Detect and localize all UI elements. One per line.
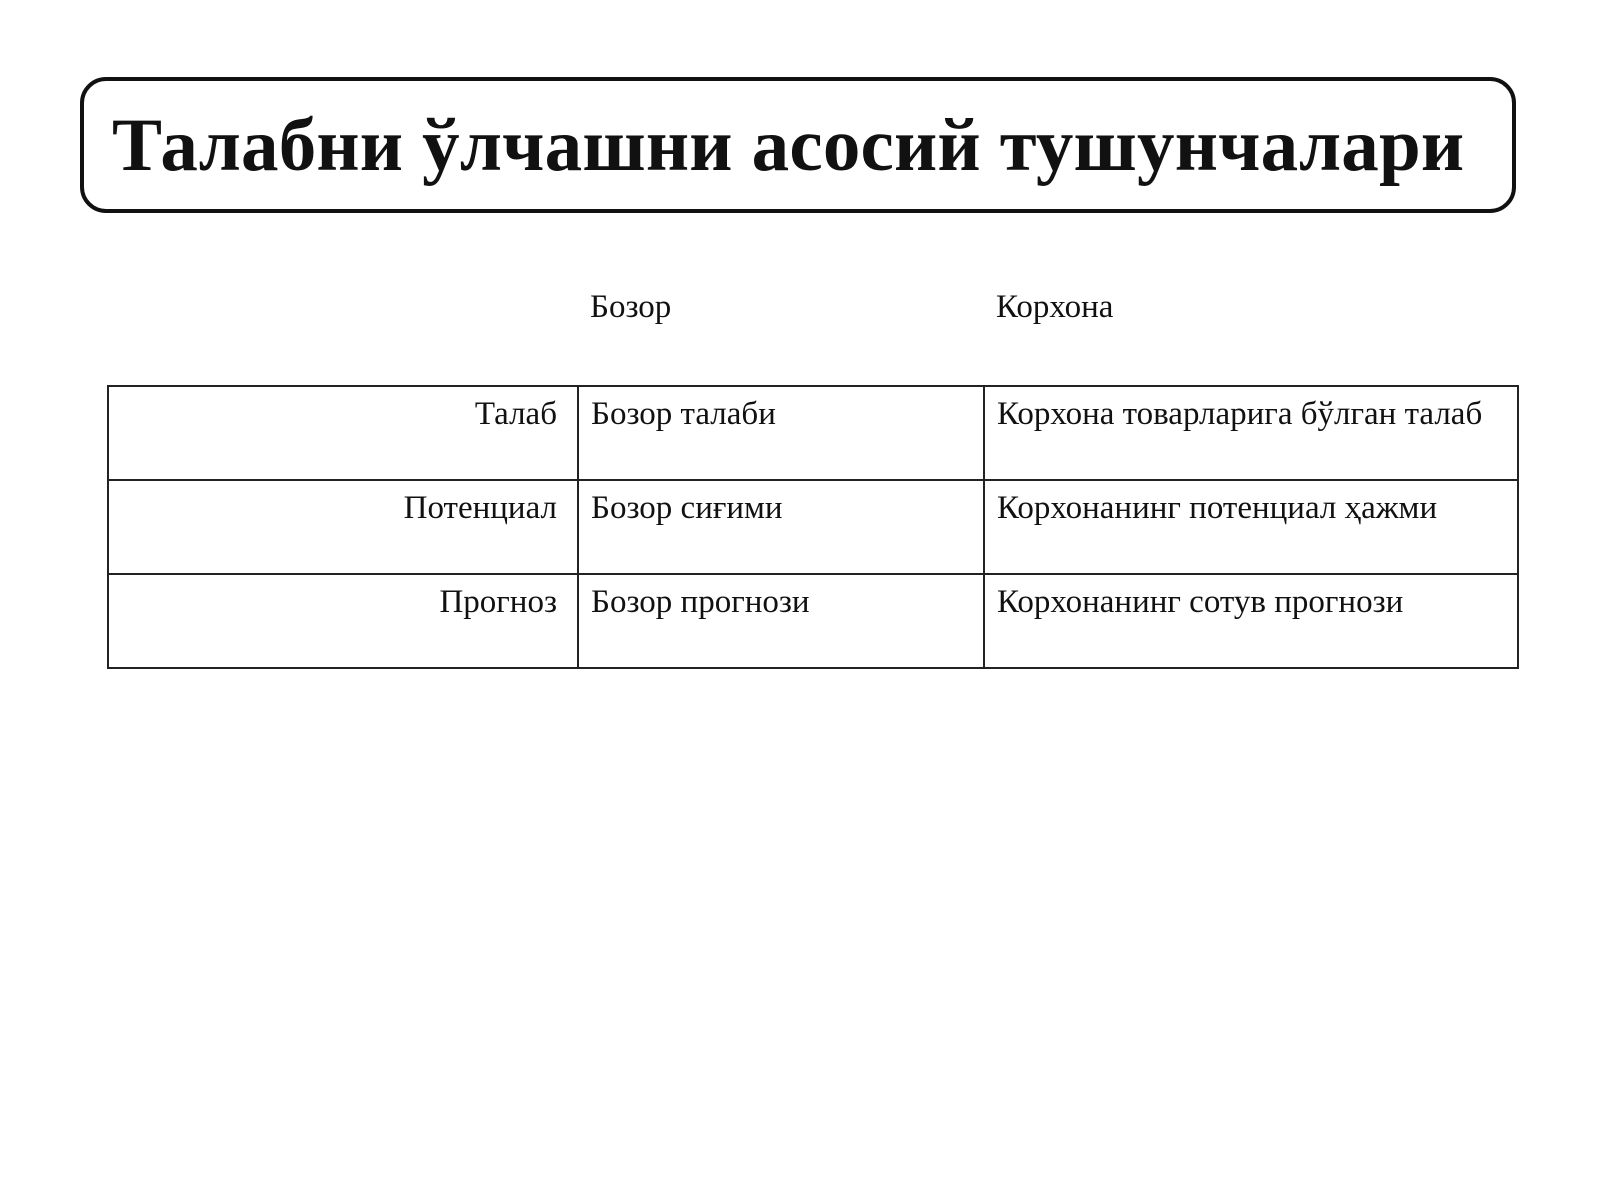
table-row (108, 480, 1518, 574)
concepts-table (107, 385, 1519, 669)
table-row (108, 574, 1518, 668)
column-header-market: Бозор (590, 289, 672, 325)
market-cell: Бозор прогнози (578, 574, 984, 668)
title-box (80, 77, 1516, 213)
table-row (108, 386, 1518, 480)
company-cell: Корхонанинг сотув прогнози (984, 574, 1518, 668)
row-label: Талаб (108, 386, 578, 480)
row-label: Прогноз (108, 574, 578, 668)
page-title: Талабни ўлчашни асосий тушунчалари (112, 103, 1465, 187)
company-cell: Корхонанинг потенциал ҳажми (984, 480, 1518, 574)
market-cell: Бозор талаби (578, 386, 984, 480)
market-cell: Бозор сиғими (578, 480, 984, 574)
column-header-company: Корхона (996, 289, 1114, 325)
company-cell: Корхона товарларига бўлган талаб (984, 386, 1518, 480)
row-label: Потенциал (108, 480, 578, 574)
